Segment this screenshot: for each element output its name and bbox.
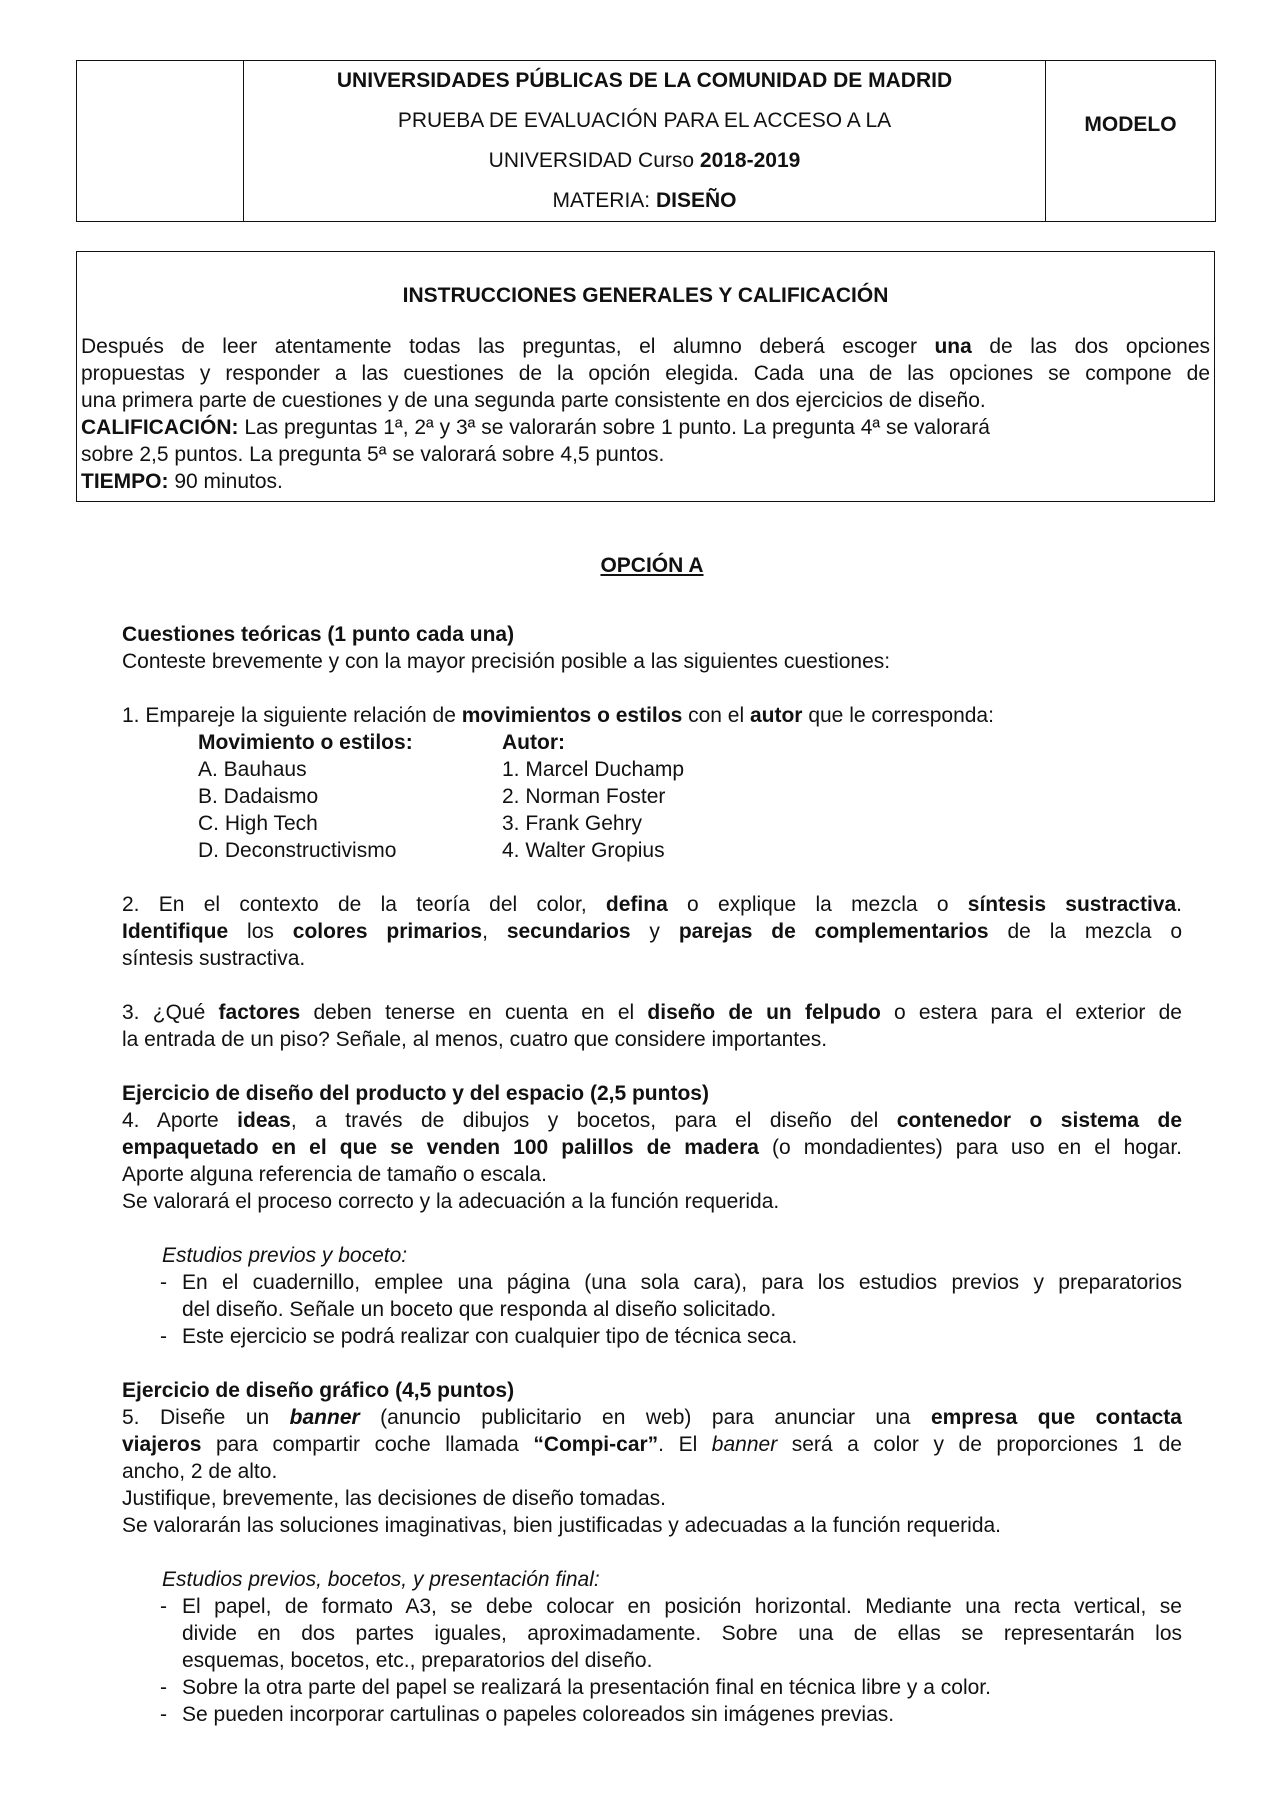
author-item: 4. Walter Gropius bbox=[502, 839, 665, 862]
grading-line: CALIFICACIÓN: Las preguntas 1ª, 2ª y 3ª se valorarán sobre 1 punto. La pregunta 4ª se valorará bbox=[81, 416, 990, 439]
question-3: 3. ¿Qué factores deben tenerse en cuenta en el diseño de un felpudo o estera para el exterior de bbox=[122, 1001, 1182, 1024]
header-subject: MATERIA: DISEÑO bbox=[552, 189, 737, 212]
movement-column-header: Movimiento o estilos: bbox=[198, 731, 413, 754]
theory-intro: Conteste brevemente y con la mayor precisión posible a las siguientes cuestiones: bbox=[122, 650, 891, 673]
grading-line: sobre 2,5 puntos. La pregunta 5ª se valorará sobre 4,5 puntos. bbox=[81, 443, 665, 466]
instructions-box bbox=[76, 251, 1215, 502]
instructions-line: propuestas y responder a las cuestiones de la opción elegida. Cada una de las opciones se compone de bbox=[81, 362, 1210, 385]
match-row bbox=[122, 837, 1182, 864]
movement-item: D. Deconstructivismo bbox=[198, 839, 397, 862]
author-column-header: Autor: bbox=[502, 731, 565, 754]
graphic-bullet: - Sobre la otra parte del papel se realizará la presentación final en técnica libre y a color. bbox=[160, 1676, 991, 1699]
question-2-line: síntesis sustractiva. bbox=[122, 947, 306, 970]
question-4-line: Se valorará el proceso correcto y la adecuación a la función requerida. bbox=[122, 1190, 780, 1213]
time-line: TIEMPO: 90 minutos. bbox=[81, 470, 283, 493]
question-4-line: Aporte alguna referencia de tamaño o escala. bbox=[122, 1163, 547, 1186]
header-center-cell bbox=[244, 61, 1046, 222]
graphic-bullet-cont: divide en dos partes iguales, aproximadamente. Sobre una de ellas se representarán los bbox=[182, 1622, 1182, 1645]
instructions-line: Después de leer atentamente todas las preguntas, el alumno deberá escoger una de las dos opciones bbox=[81, 335, 1210, 358]
option-a-section bbox=[122, 552, 1182, 1728]
header-model-label: MODELO bbox=[1046, 61, 1216, 222]
author-item: 1. Marcel Duchamp bbox=[502, 758, 685, 781]
match-row bbox=[122, 810, 1182, 837]
question-2-line: Identifique los colores primarios, secundarios y parejas de complementarios de la mezcla o bbox=[122, 920, 1183, 943]
movement-item: B. Dadaismo bbox=[198, 785, 319, 808]
graphic-studies-title: Estudios previos, bocetos, y presentación final: bbox=[162, 1568, 600, 1591]
header-university: UNIVERSIDADES PÚBLICAS DE LA COMUNIDAD DE MADRID bbox=[336, 69, 953, 92]
match-header-row bbox=[122, 729, 1182, 756]
instructions-title: INSTRUCCIONES GENERALES Y CALIFICACIÓN bbox=[402, 284, 889, 307]
movement-item: A. Bauhaus bbox=[198, 758, 307, 781]
author-item: 3. Frank Gehry bbox=[502, 812, 643, 835]
product-bullet: - Este ejercicio se podrá realizar con cualquier tipo de técnica seca. bbox=[160, 1325, 798, 1348]
product-studies-title: Estudios previos y boceto: bbox=[162, 1244, 408, 1267]
instructions-line: una primera parte de cuestiones y de una segunda parte consistente en dos ejercicios de diseño. bbox=[81, 389, 986, 412]
graphic-design-heading: Ejercicio de diseño gráfico (4,5 puntos) bbox=[122, 1379, 515, 1402]
movement-item: C. High Tech bbox=[198, 812, 318, 835]
question-5: 5. Diseñe un banner (anuncio publicitario en web) para anunciar una empresa que contacta bbox=[122, 1406, 1182, 1429]
question-2: 2. En el contexto de la teoría del color, defina o explique la mezcla o síntesis sustractiva. bbox=[122, 893, 1183, 916]
product-design-heading: Ejercicio de diseño del producto y del espacio (2,5 puntos) bbox=[122, 1082, 709, 1105]
header-course: UNIVERSIDAD Curso 2018-2019 bbox=[488, 149, 801, 172]
question-1: 1. Empareje la siguiente relación de movimientos o estilos con el autor que le corresponda: bbox=[122, 704, 994, 727]
question-4: 4. Aporte ideas, a través de dibujos y bocetos, para el diseño del contenedor o sistema de bbox=[122, 1109, 1182, 1132]
question-5-line: ancho, 2 de alto. bbox=[122, 1460, 278, 1483]
graphic-bullet: - El papel, de formato A3, se debe colocar en posición horizontal. Mediante una recta vertical, se bbox=[160, 1595, 1182, 1618]
author-item: 2. Norman Foster bbox=[502, 785, 666, 808]
header-exam-name: PRUEBA DE EVALUACIÓN PARA EL ACCESO A LA bbox=[397, 109, 892, 132]
option-title: OPCIÓN A bbox=[600, 554, 704, 577]
graphic-bullet: - Se pueden incorporar cartulinas o papeles coloreados sin imágenes previas. bbox=[160, 1703, 895, 1726]
header-logo-cell bbox=[77, 61, 244, 222]
question-5-line: viajeros para compartir coche llamada “Compi-car”. El banner será a color y de proporciones 1 de bbox=[122, 1433, 1182, 1456]
product-bullet: - En el cuadernillo, emplee una página (una sola cara), para los estudios previos y preparatorios bbox=[160, 1271, 1182, 1294]
question-4-line: empaquetado en el que se venden 100 palillos de madera (o mondadientes) para uso en el hogar. bbox=[122, 1136, 1183, 1159]
question-5-line: Se valorarán las soluciones imaginativas, bien justificadas y adecuadas a la función requerida. bbox=[122, 1514, 1002, 1537]
match-row bbox=[122, 756, 1182, 783]
exam-header bbox=[76, 60, 1216, 222]
question-3-line: la entrada de un piso? Señale, al menos, cuatro que considere importantes. bbox=[122, 1028, 828, 1051]
match-row bbox=[122, 783, 1182, 810]
graphic-bullet-cont: esquemas, bocetos, etc., preparatorios del diseño. bbox=[182, 1649, 653, 1672]
theory-heading: Cuestiones teóricas (1 punto cada una) bbox=[122, 623, 515, 646]
question-5-line: Justifique, brevemente, las decisiones de diseño tomadas. bbox=[122, 1487, 666, 1510]
product-bullet-cont: del diseño. Señale un boceto que responda al diseño solicitado. bbox=[182, 1298, 777, 1321]
